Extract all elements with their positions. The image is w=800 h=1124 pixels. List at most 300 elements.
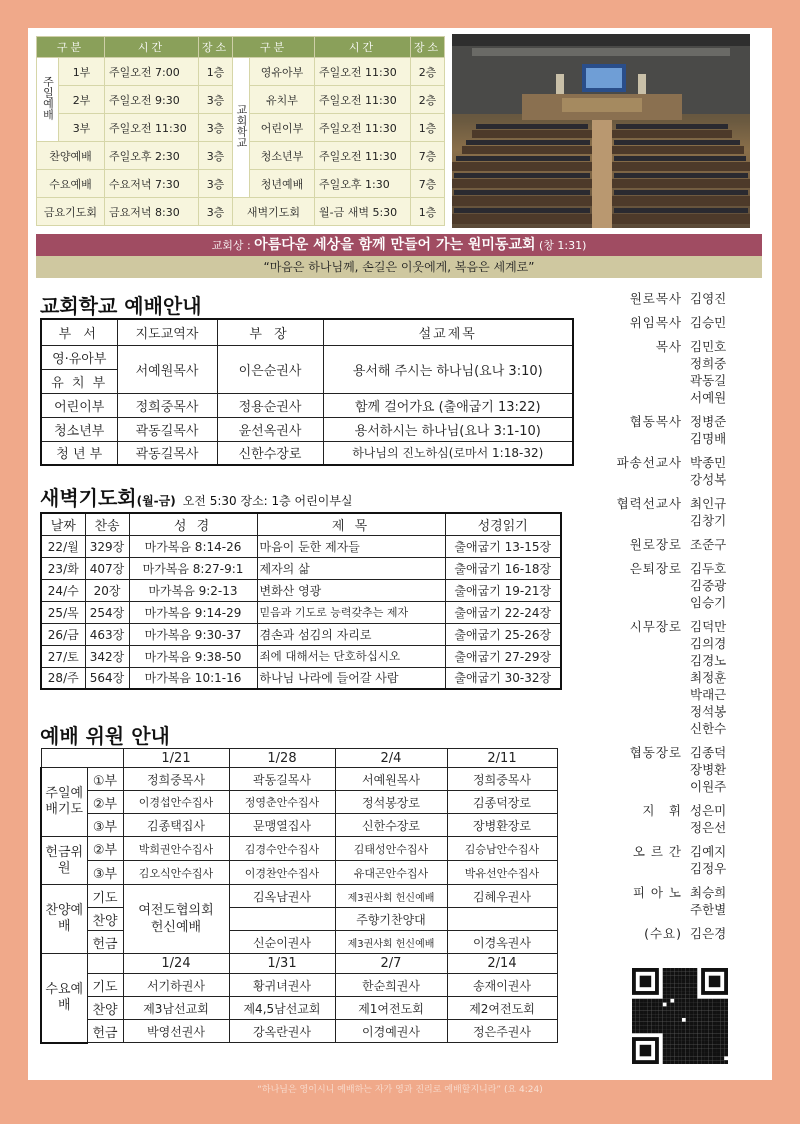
schedule-part: 청년예배 [250,170,315,198]
schedule-place: 3층 [199,170,233,198]
staff-row-continued [594,703,774,720]
prayer-row [41,768,557,791]
staff-name: 신한수 [690,721,727,736]
staff-name: 김덕만 [690,619,727,634]
staff-row-continued [594,512,774,529]
staff-name: 최승희 [690,885,727,900]
wednesday-name: 제4,5남선교회 [229,997,335,1020]
offering-name: 박희권안수집사 [123,837,229,861]
praise-cell: 이경옥권사 [447,931,557,954]
schedule-time: 수요저녁 7:30 [105,170,199,198]
schedule-place: 2층 [411,86,445,114]
wednesday-row [41,1020,557,1043]
committee-section-title: 예배 위원 안내 [40,724,170,748]
staff-name: 박래근 [690,687,727,702]
staff-row [594,925,774,942]
prayer-name: 신한수장로 [335,814,447,837]
prayer-part: ①부 [87,768,123,791]
staff-role: 파송선교사 [616,455,682,470]
worship-schedule-table [36,36,445,226]
wednesday-name: 제2여전도회 [447,997,557,1020]
dawn-bible: 마가복음 9:14-29 [129,601,257,623]
staff-row [594,290,774,307]
prayer-name: 곽동길목사 [229,768,335,791]
staff-sidebar [594,290,774,949]
schedule-part: 수요예배 [37,170,105,198]
dawn-reading: 출애굽기 19-21장 [445,579,561,601]
school-header-leader: 부 장 [217,319,323,345]
schedule-part: 2부 [59,86,105,114]
wednesday-row [41,997,557,1020]
wednesday-name: 황귀녀권사 [229,974,335,997]
praise-row [41,885,557,908]
wednesday-name: 한순희권사 [335,974,447,997]
dawn-header-reading: 성경읽기 [445,513,561,535]
staff-name: 이원주 [690,779,727,794]
schedule-place: 2층 [411,58,445,86]
school-header-sermon: 설교제목 [323,319,573,345]
staff-row-continued [594,389,774,406]
prayer-name: 김종택집사 [123,814,229,837]
schedule-time: 주일오전 11:30 [315,114,411,142]
schedule-place: 7층 [411,142,445,170]
dawn-hymn: 564장 [85,667,129,689]
schedule-part: 3부 [59,114,105,142]
sunday-date: 2/4 [335,749,447,768]
prayer-name: 정영춘안수집사 [229,791,335,814]
schedule-row [37,198,445,226]
prayer-name: 서예원목사 [335,768,447,791]
prayer-name: 김종덕장로 [447,791,557,814]
dawn-bible: 마가복음 9:38-50 [129,645,257,667]
schedule-place: 3층 [199,198,233,226]
prayer-name: 이경섭안수집사 [123,791,229,814]
staff-name: 정병준 [690,414,727,429]
prayer-row [41,814,557,837]
staff-name: 성은미 [690,803,727,818]
sunday-date: 1/28 [229,749,335,768]
dawn-reading: 출애굽기 22-24장 [445,601,561,623]
offering-name: 김태성안수집사 [335,837,447,861]
schedule-time: 주일오전 11:30 [315,58,411,86]
staff-row [594,618,774,635]
dawn-title: 새벽기도회 [40,486,137,510]
school-row [41,441,573,465]
schedule-place: 1층 [411,198,445,226]
schedule-header-row [37,37,445,58]
staff-row [594,884,774,901]
schedule-place: 1층 [411,114,445,142]
schedule-time: 금요저녁 8:30 [105,198,199,226]
school-sermon: 하나님의 진노하심(로마서 1:18-32) [323,441,573,465]
prayer-name: 문맹열집사 [229,814,335,837]
staff-role: 지 휘 [642,803,682,818]
committee-table [40,748,558,1044]
staff-row-continued [594,594,774,611]
schedule-header-place-2: 장소 [411,37,445,58]
staff-row-continued [594,430,774,447]
dawn-date: 22/월 [41,535,85,557]
church-school-group: 교회학교 [233,58,250,198]
dawn-date: 25/목 [41,601,85,623]
staff-row-continued [594,778,774,795]
dawn-hymn: 407장 [85,557,129,579]
staff-name: 정석봉 [690,704,727,719]
school-header-dept: 부 서 [41,319,117,345]
school-dept: 청소년부 [41,417,117,441]
staff-name: 정희중 [690,356,727,371]
schedule-part: 어린이부 [250,114,315,142]
motto-prefix: 교회상 : [211,239,255,252]
schedule-header-category-2: 구분 [233,37,315,58]
sanctuary-illustration [452,34,750,228]
school-table [40,318,574,466]
staff-row-continued [594,860,774,877]
staff-name: 박종민 [690,455,727,470]
sunday-date: 1/21 [123,749,229,768]
dawn-reading: 출애굽기 25-26장 [445,623,561,645]
dawn-reading: 출애굽기 30-32장 [445,667,561,689]
school-row [41,345,573,369]
prayer-name: 정희중목사 [123,768,229,791]
wednesday-part: 찬양 [87,997,123,1020]
dawn-header-row [41,513,561,535]
footer-verse: “하나님은 영이시니 예배하는 자가 영과 진리로 예배할지니라” (요 4:24) [257,1085,543,1095]
qr-code-icon [632,968,728,1064]
staff-name: 최인규 [690,496,727,511]
prayer-group-label: 주일예배기도 [41,768,87,837]
school-pastor: 곽동길목사 [117,417,217,441]
dawn-hymn: 20장 [85,579,129,601]
wednesday-part: 헌금 [87,1020,123,1043]
staff-row [594,454,774,471]
dawn-bible: 마가복음 9:2-13 [129,579,257,601]
bulletin-page [28,28,772,1080]
offering-name: 김승남안수집사 [447,837,557,861]
school-header-row [41,319,573,345]
sunday-worship-group: 주일예배 [37,58,59,142]
staff-name: 김두호 [690,561,727,576]
dawn-title: 하나님 나라에 들어갈 사람 [257,667,445,689]
school-header-pastor: 지도교역자 [117,319,217,345]
staff-name: 강성복 [690,472,727,487]
staff-row-continued [594,372,774,389]
school-row [41,393,573,417]
dawn-date: 27/토 [41,645,85,667]
prayer-part: ②부 [87,791,123,814]
dawn-date: 23/화 [41,557,85,579]
schedule-time: 주일오전 11:30 [315,142,411,170]
staff-row [594,536,774,553]
offering-name: 김오식안수집사 [123,861,229,885]
staff-name: 김의경 [690,636,727,651]
praise-row [41,931,557,954]
dawn-bible: 마가복음 10:1-16 [129,667,257,689]
dawn-title: 믿음과 기도로 능력갖추는 제자 [257,601,445,623]
staff-role: 오 르 간 [632,844,682,859]
schedule-time: 주일오전 7:00 [105,58,199,86]
schedule-part: 유치부 [250,86,315,114]
dawn-table [40,512,562,690]
staff-role: 원로목사 [629,291,682,306]
staff-role: 협력선교사 [616,496,682,511]
staff-row [594,560,774,577]
prayer-name: 장병환장로 [447,814,557,837]
staff-row [594,744,774,761]
staff-role: 은퇴장로 [629,561,682,576]
dawn-title: 제자의 삶 [257,557,445,579]
dawn-date: 28/주 [41,667,85,689]
schedule-part: 1부 [59,58,105,86]
offering-name: 이경찬안수집사 [229,861,335,885]
school-row [41,417,573,441]
staff-role: 협동목사 [629,414,682,429]
dawn-title: 겸손과 섬김의 자리로 [257,623,445,645]
staff-row-continued [594,686,774,703]
staff-name: 김민호 [690,339,727,354]
prayer-part: ③부 [87,814,123,837]
praise-cell: 주향기찬양대 [335,908,447,931]
staff-role: (수요) [644,926,682,941]
offering-part: ②부 [87,837,123,861]
schedule-place: 1층 [199,58,233,86]
schedule-part: 찬양예배 [37,142,105,170]
dawn-info: 오전 5:30 장소: 1층 어린이부실 [182,494,353,508]
committee-date-row [41,749,557,768]
praise-row [41,908,557,931]
sunday-date: 2/11 [447,749,557,768]
staff-name: 김정우 [690,861,727,876]
school-sermon: 용서해 주시는 하나님(요나 3:10) [323,345,573,393]
staff-row-continued [594,577,774,594]
praise-part: 헌금 [87,931,123,954]
wednesday-row [41,974,557,997]
school-sermon: 용서하시는 하나님(요나 3:1-10) [323,417,573,441]
school-leader: 윤선옥권사 [217,417,323,441]
offering-name: 김경수안수집사 [229,837,335,861]
school-leader: 이은순권사 [217,345,323,393]
schedule-time: 주일오전 9:30 [105,86,199,114]
staff-row [594,338,774,355]
schedule-part: 금요기도회 [37,198,105,226]
staff-row-continued [594,355,774,372]
staff-row-continued [594,901,774,918]
wednesday-name: 제3남선교회 [123,997,229,1020]
dawn-hymn: 329장 [85,535,129,557]
offering-name: 박유선안수집사 [447,861,557,885]
staff-role: 위임목사 [629,315,682,330]
staff-name: 김예지 [690,844,727,859]
dawn-bible: 마가복음 8:27-9:1 [129,557,257,579]
school-pastor: 서예원목사 [117,345,217,393]
dawn-reading: 출애굽기 27-29장 [445,645,561,667]
staff-name: 김종덕 [690,745,727,760]
dawn-title: 마음이 둔한 제자들 [257,535,445,557]
church-slogan-banner: “마음은 하나님께, 손길은 이웃에게, 복음은 세계로” [36,256,762,278]
prayer-name: 정희중목사 [447,768,557,791]
staff-name: 임승기 [690,595,727,610]
dawn-header-bible: 성 경 [129,513,257,535]
staff-name: 장병환 [690,762,727,777]
dawn-hymn: 342장 [85,645,129,667]
offering-row [41,861,557,885]
wednesday-name: 송재이권사 [447,974,557,997]
dawn-hymn: 254장 [85,601,129,623]
motto-text: 아름다운 세상을 함께 만들어 가는 원미동교회 [254,237,536,253]
staff-row [594,314,774,331]
wednesday-name: 이경예권사 [335,1020,447,1043]
dawn-bible: 마가복음 9:30-37 [129,623,257,645]
staff-name: 주한별 [690,902,727,917]
schedule-part: 청소년부 [250,142,315,170]
qr-code[interactable] [632,968,728,1064]
staff-row [594,843,774,860]
school-leader: 신한수장로 [217,441,323,465]
staff-name: 김중광 [690,578,727,593]
dawn-row [41,601,561,623]
staff-name: 최정훈 [690,670,727,685]
wednesday-name: 강옥란권사 [229,1020,335,1043]
schedule-header-time: 시간 [105,37,199,58]
dawn-header-title: 제 목 [257,513,445,535]
school-dept: 어린이부 [41,393,117,417]
schedule-place: 3층 [199,114,233,142]
praise-cell [229,908,335,931]
schedule-time: 주일오전 11:30 [105,114,199,142]
staff-name: 조준구 [690,537,727,552]
praise-cell: 신순이권사 [229,931,335,954]
staff-name: 서예원 [690,390,727,405]
motto-reference: (창 1:31) [535,239,587,252]
dawn-section-title [40,482,353,511]
staff-row [594,802,774,819]
dawn-date: 24/수 [41,579,85,601]
praise-merged-cell: 여전도협의회 헌신예배 [123,885,229,954]
wednesday-name: 서기하권사 [123,974,229,997]
school-dept: 유 치 부 [41,369,117,393]
schedule-row [37,58,445,86]
offering-name: 유대곤안수집사 [335,861,447,885]
staff-role: 협동장로 [629,745,682,760]
wednesday-part: 기도 [87,974,123,997]
staff-role: 피 아 노 [632,885,682,900]
dawn-row [41,579,561,601]
wednesday-date: 1/24 [123,954,229,974]
wednesday-name: 정은주권사 [447,1020,557,1043]
wednesday-date: 1/31 [229,954,335,974]
wednesday-name: 제1여전도회 [335,997,447,1020]
schedule-part: 영유아부 [250,58,315,86]
dawn-date: 26/금 [41,623,85,645]
schedule-time: 월-금 새벽 5:30 [315,198,411,226]
schedule-header-category: 구분 [37,37,105,58]
sanctuary-photo [452,34,750,228]
schedule-part: 새벽기도회 [233,198,315,226]
staff-row-continued [594,819,774,836]
staff-role: 시무장로 [629,619,682,634]
staff-name: 김경노 [690,653,727,668]
staff-row-continued [594,720,774,737]
dawn-reading: 출애굽기 16-18장 [445,557,561,579]
staff-name: 김영진 [690,291,727,306]
staff-row [594,495,774,512]
praise-part: 기도 [87,885,123,908]
offering-part: ③부 [87,861,123,885]
schedule-place: 3층 [199,142,233,170]
praise-part: 찬양 [87,908,123,931]
schedule-place: 7층 [411,170,445,198]
staff-name: 김승민 [690,315,727,330]
school-sermon: 함께 걸어가요 (출애굽기 13:22) [323,393,573,417]
school-dept: 청 년 부 [41,441,117,465]
staff-row-continued [594,635,774,652]
schedule-header-place: 장소 [199,37,233,58]
dawn-title-sub: (월-금) [136,494,176,508]
school-section-title: 교회학교 예배안내 [40,294,202,318]
school-pastor: 곽동길목사 [117,441,217,465]
staff-role: 목사 [655,339,682,354]
school-dept: 영·유아부 [41,345,117,369]
schedule-place: 3층 [199,86,233,114]
wednesday-date: 2/14 [447,954,557,974]
staff-name: 곽동길 [690,373,727,388]
dawn-header-hymn: 찬송 [85,513,129,535]
dawn-hymn: 463장 [85,623,129,645]
school-pastor: 정희중목사 [117,393,217,417]
staff-name: 김창기 [690,513,727,528]
staff-name: 김명배 [690,431,727,446]
staff-row-continued [594,761,774,778]
staff-name: 정은선 [690,820,727,835]
schedule-header-time-2: 시간 [315,37,411,58]
praise-cell: 제3권사회 헌신예배 [335,885,447,908]
dawn-reading: 출애굽기 13-15장 [445,535,561,557]
praise-group-label: 찬양예배 [41,885,87,954]
wednesday-date: 2/7 [335,954,447,974]
offering-row [41,837,557,861]
dawn-header-date: 날짜 [41,513,85,535]
staff-role: 원로장로 [629,537,682,552]
prayer-row [41,791,557,814]
schedule-time: 주일오후 1:30 [315,170,411,198]
praise-cell: 제3권사회 헌신예배 [335,931,447,954]
staff-row-continued [594,471,774,488]
dawn-row [41,535,561,557]
schedule-time: 주일오전 11:30 [315,86,411,114]
staff-row [594,413,774,430]
wednesday-name: 박영선권사 [123,1020,229,1043]
praise-cell [447,908,557,931]
praise-cell: 김혜우권사 [447,885,557,908]
dawn-row [41,623,561,645]
praise-cell: 김옥남권사 [229,885,335,908]
dawn-bible: 마가복음 8:14-26 [129,535,257,557]
dawn-row [41,645,561,667]
wednesday-date-row [41,954,557,974]
church-motto-banner [36,234,762,256]
prayer-name: 정석봉장로 [335,791,447,814]
dawn-row [41,667,561,689]
staff-row-continued [594,669,774,686]
wednesday-group-label: 수요예배 [41,954,87,1043]
staff-row-continued [594,652,774,669]
school-leader: 정용순권사 [217,393,323,417]
dawn-row [41,557,561,579]
dawn-title: 변화산 영광 [257,579,445,601]
staff-name: 김은경 [690,926,727,941]
offering-group-label: 헌금위원 [41,837,87,885]
schedule-time: 주일오후 2:30 [105,142,199,170]
